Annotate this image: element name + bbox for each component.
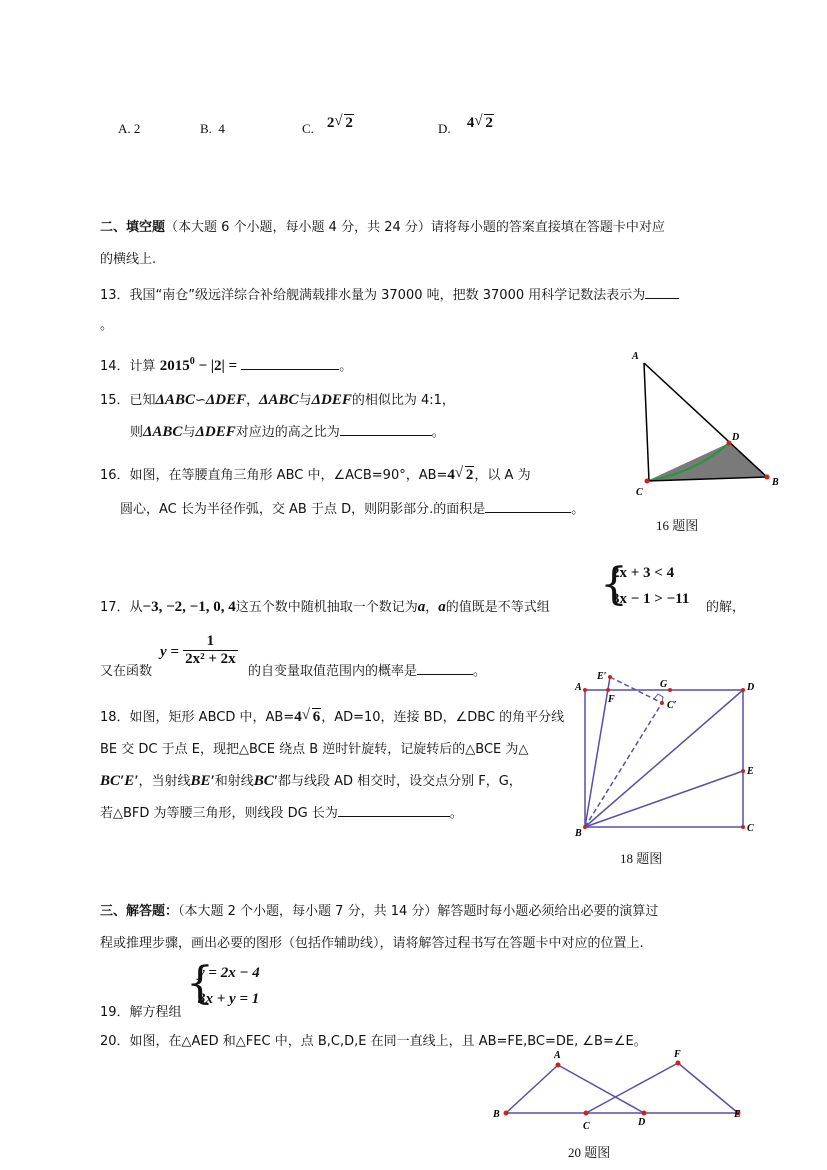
label-c: C <box>636 487 643 498</box>
question-17-line1: 17．从−3, −2, −1, 0, 4这五个数中随机抽取一个数记为a，a的值既是不等式组 <box>100 599 550 615</box>
question-13: 13．我国“南仓”级远洋综合补给舰满载排水量为 37000 吨，把数 37000 用科学记数法表示为 <box>100 284 679 303</box>
label-f: F <box>608 694 615 705</box>
figure-16 <box>620 345 790 505</box>
label-a: A <box>554 1050 561 1061</box>
label-e: E <box>747 766 754 777</box>
q12-option-d: D. 4 √ 2 <box>438 113 493 136</box>
label-d: D <box>732 432 740 443</box>
q17-line1-end: 的解， <box>706 600 746 615</box>
figure-18 <box>570 668 760 843</box>
figure-16-caption: 16 题图 <box>656 518 699 533</box>
question-16-line2: 圆心，AC 长为半径作弧，交 AB 于点 D，则阴影部分.的面积是 。 <box>120 502 585 517</box>
label-b: B <box>772 477 779 488</box>
question-18-line3: BC′E′，当射线BE′和射线BC′都与线段 AD 相交时，设交点分别 F，G， <box>100 773 522 789</box>
label-b: B <box>493 1109 500 1120</box>
label-b: B <box>575 828 582 839</box>
q12-option-a: A. 2 <box>118 121 141 136</box>
label-e-prime: E′ <box>597 671 607 682</box>
label-c-prime: C′ <box>667 700 677 711</box>
question-18-line2: BE 交 DC 于点 E，现把△BCE 绕点 B 逆时针旋转，记旋转后的△BCE 为△ <box>100 742 529 757</box>
q17-line2-end: 的自变量取值范围内的概率是 。 <box>248 664 487 679</box>
question-14: 14．计算 $2015^0 - |2|$ = 。 <box>100 356 353 374</box>
q13-end: 。 <box>100 318 114 333</box>
label-a: A <box>575 682 582 693</box>
label-f: F <box>674 1049 681 1060</box>
label-g: G <box>660 679 668 690</box>
figure-18-caption: 18 题图 <box>620 851 663 866</box>
question-18-line4: 若△BFD 为等腰三角形，则线段 DG 长为 。 <box>100 806 463 821</box>
label-d: D <box>638 1117 646 1128</box>
question-15-line2: 则ΔABC与ΔDEF对应边的高之比为 。 <box>130 424 445 440</box>
q12-option-b: B. 4 <box>200 121 225 136</box>
question-16-line1: 16．如图，在等腰直角三角形 ABC 中，∠ACB=90°，AB=4 √ 2，以 A 为 <box>100 465 531 483</box>
label-e: E <box>734 1109 741 1120</box>
q17-function: y = $\frac{1}{\text{2x² + 2x}}$ <box>160 633 236 667</box>
shaded-region <box>647 443 767 481</box>
question-20: 20．如图，在△AED 和△FEC 中，点 B,C,D,E 在同一直线上，且 AB=FE,BC=DE, ∠B=∠E。 <box>100 1034 647 1049</box>
label-c: C <box>747 823 754 834</box>
section3-heading: 三、解答题：（本大题 2 个小题，每小题 7 分，共 14 分）解答题时每小题必须给出必要的演算过 <box>100 904 659 919</box>
label-a: A <box>632 351 639 362</box>
section3-desc: 程或推理步骤，画出必要的图形（包括作辅助线），请将解答过程书写在答题卡中对应的位置上. <box>100 936 644 951</box>
figure-20-caption: 20 题图 <box>568 1145 611 1160</box>
question-15-line1: 15．已知ΔABC∽ΔDEF，ΔABC与ΔDEF的相似比为 4:1， <box>100 392 455 408</box>
section2-heading: 二、填空题（本大题 6 个小题，每小题 4 分，共 24 分）请将每小题的答案直接填在答题卡中对应 <box>100 220 665 235</box>
question-19: 19．解方程组 <box>100 1005 182 1020</box>
label-c: C <box>583 1121 590 1132</box>
label-d: D <box>747 682 755 693</box>
section2-desc: 的横线上. <box>100 252 157 267</box>
question-18-line1: 18．如图，矩形 ABCD 中，AB=4 √ 6，AD=10，连接 BD，∠DBC 的角平分线 <box>100 707 565 725</box>
question-17-line2: 又在函数 <box>100 664 153 679</box>
figure-20 <box>488 1045 758 1137</box>
q12-option-c: C. 2 √ 2 <box>302 113 353 136</box>
